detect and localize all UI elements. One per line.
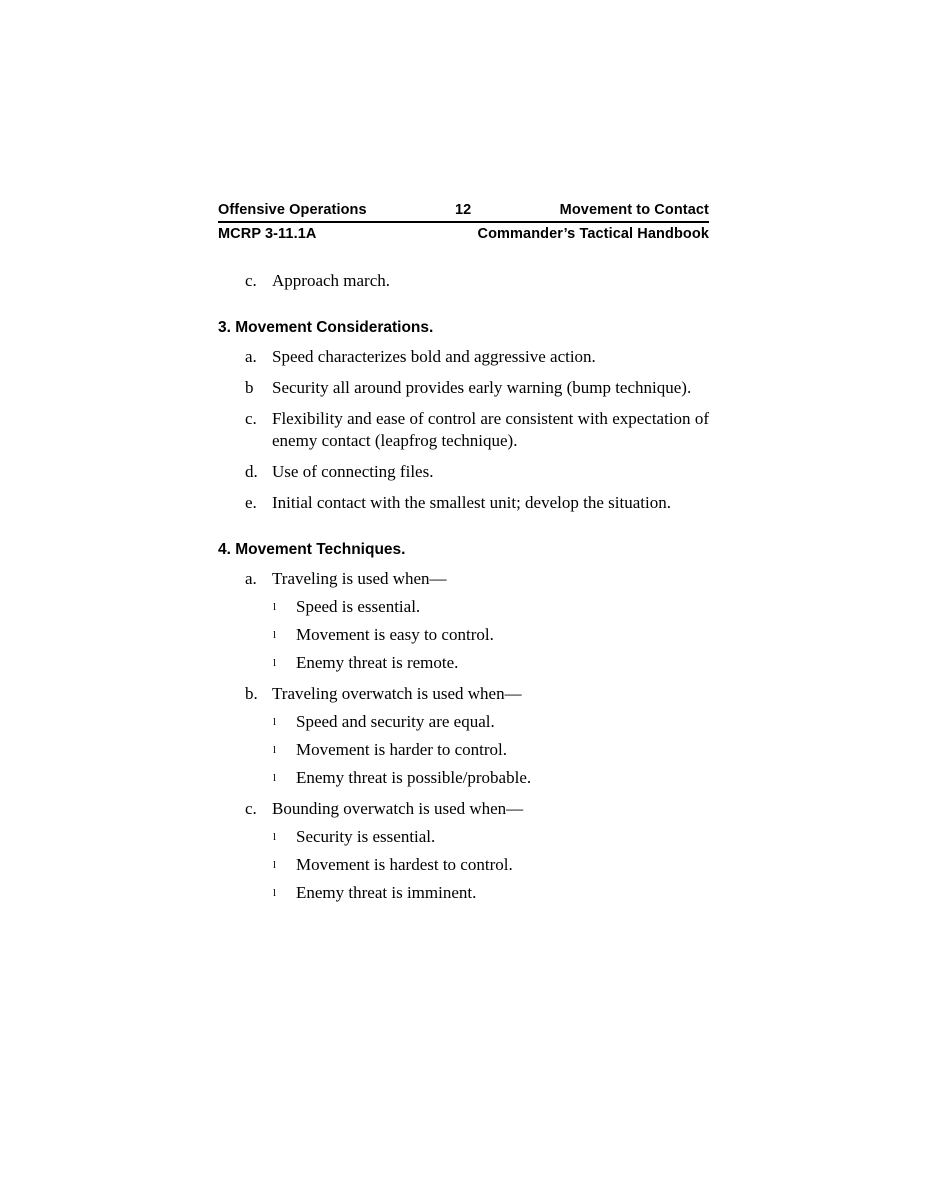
bullet-item	[273, 882, 709, 904]
bullet-item	[273, 767, 709, 789]
bullet-glyph: l	[273, 831, 277, 843]
item-label: c.	[245, 799, 257, 818]
item-label: b.	[245, 684, 258, 703]
bullet-item	[273, 826, 709, 848]
section-heading: 4. Movement Techniques.	[218, 541, 406, 558]
item-text: Flexibility and ease of control are consistent with expectation of enemy contact (leapfrog technique).	[272, 409, 709, 450]
bullet-glyph: l	[273, 772, 277, 784]
item-label: c.	[245, 271, 257, 290]
bullet-text: Movement is easy to control.	[296, 625, 494, 644]
item-label: e.	[245, 493, 257, 512]
bullet-item	[273, 652, 709, 674]
bullet-text: Enemy threat is remote.	[296, 653, 459, 672]
bullet-glyph: l	[273, 887, 277, 899]
section-heading: 3. Movement Considerations.	[218, 319, 434, 336]
item-text: Approach march.	[272, 271, 391, 290]
item-text: Speed characterizes bold and aggressive action.	[272, 347, 596, 366]
list-item	[218, 461, 709, 483]
list-item	[218, 683, 709, 705]
item-text: Security all around provides early warning (bump technique).	[272, 378, 692, 397]
bullet-glyph: l	[273, 716, 277, 728]
item-label: a.	[245, 569, 257, 588]
header-row-1	[218, 202, 709, 223]
list-item	[218, 492, 709, 514]
item-text: Bounding overwatch is used when—	[272, 799, 524, 818]
bullet-text: Enemy threat is possible/probable.	[296, 768, 532, 787]
bullet-item	[273, 739, 709, 761]
list-item	[218, 568, 709, 590]
header-row-2	[218, 226, 709, 243]
bullet-text: Movement is harder to control.	[296, 740, 508, 759]
page-header	[218, 202, 709, 243]
bullet-text: Enemy threat is imminent.	[296, 883, 477, 902]
page-number: 12	[454, 202, 472, 218]
bullet-text: Security is essential.	[296, 827, 436, 846]
bullet-glyph: l	[273, 657, 277, 669]
list-item	[218, 377, 709, 399]
item-label: c.	[245, 409, 257, 428]
list-item	[218, 346, 709, 368]
item-label: b	[245, 378, 254, 397]
bullet-text: Speed and security are equal.	[296, 712, 495, 731]
bullet-item	[273, 624, 709, 646]
page-content	[218, 202, 709, 904]
bullet-text: Speed is essential.	[296, 597, 421, 616]
list-item	[218, 798, 709, 820]
bullet-item	[273, 596, 709, 618]
bullet-text: Movement is hardest to control.	[296, 855, 513, 874]
list-item	[218, 408, 709, 452]
list-item	[218, 270, 709, 292]
bullet-item	[273, 711, 709, 733]
item-label: d.	[245, 462, 258, 481]
item-text: Traveling overwatch is used when—	[272, 684, 522, 703]
item-label: a.	[245, 347, 257, 366]
bullet-glyph: l	[273, 601, 277, 613]
header-section-right: Movement to Contact	[559, 202, 709, 218]
item-text: Traveling is used when—	[272, 569, 447, 588]
bullet-glyph: l	[273, 629, 277, 641]
item-text: Initial contact with the smallest unit; develop the situation.	[272, 493, 671, 512]
bullet-glyph: l	[273, 859, 277, 871]
bullet-glyph: l	[273, 744, 277, 756]
bullet-item	[273, 854, 709, 876]
header-doc-title: Commander’s Tactical Handbook	[477, 226, 709, 242]
item-text: Use of connecting files.	[272, 462, 434, 481]
header-doc-id: MCRP 3-11.1A	[218, 226, 317, 242]
header-section-left: Offensive Operations	[218, 202, 367, 218]
